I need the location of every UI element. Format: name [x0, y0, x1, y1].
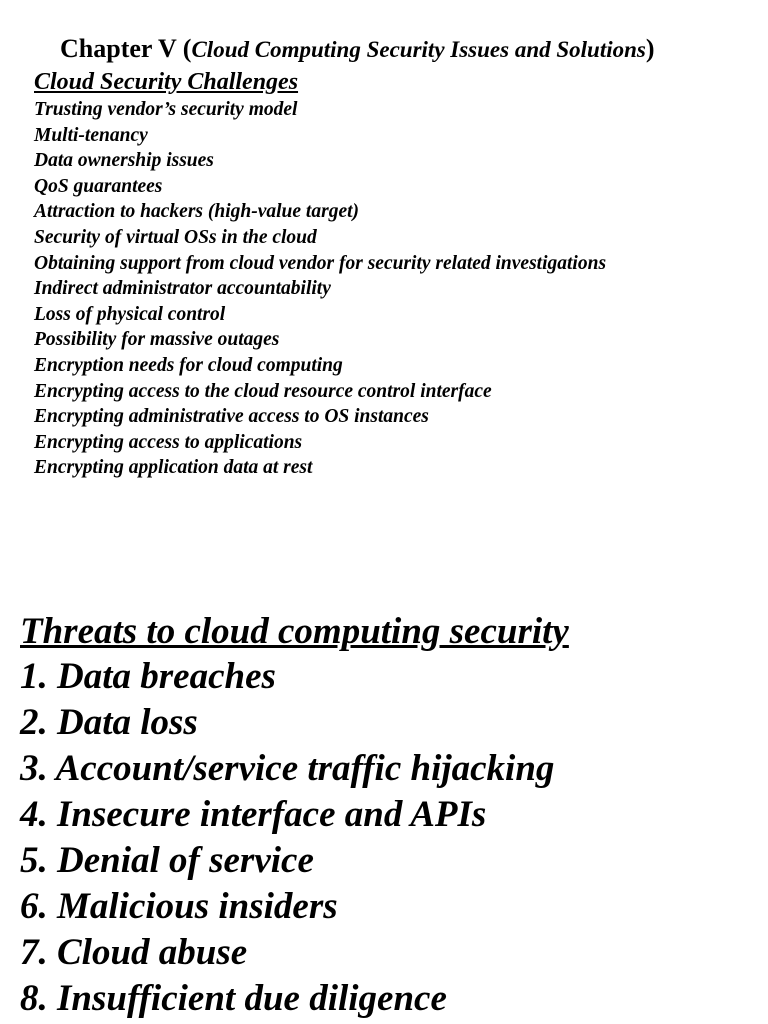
list-item: Trusting vendor’s security model — [34, 99, 298, 120]
list-item: Encrypting access to applications — [34, 431, 303, 453]
threats-heading: Threats to cloud computing security — [20, 611, 569, 652]
list-item: Security of virtual OSs in the cloud — [34, 226, 317, 248]
list-item: 8. Insufficient due diligence — [20, 978, 447, 1019]
chapter-suffix: ) — [645, 34, 655, 63]
list-item: 7. Cloud abuse — [20, 932, 248, 973]
list-item: Encrypting application data at rest — [34, 457, 313, 479]
list-item: QoS guarantees — [34, 175, 163, 197]
list-item: Loss of physical control — [34, 303, 226, 325]
list-item: 6. Malicious insiders — [20, 886, 338, 927]
list-item: Encrypting administrative access to OS instances — [34, 406, 429, 428]
challenges-list — [34, 97, 606, 481]
list-item: 4. Insecure interface and APIs — [20, 794, 487, 835]
list-item: 1. Data breaches — [20, 656, 276, 697]
list-item: Multi-tenancy — [34, 124, 148, 146]
list-item: Encryption needs for cloud computing — [34, 354, 343, 376]
list-item: Possibility for massive outages — [34, 329, 280, 351]
list-item: Attraction to hackers (high-value target) — [34, 201, 360, 223]
list-item: Indirect administrator accountability — [34, 278, 331, 300]
challenges-heading: Cloud Security Challenges — [34, 69, 299, 95]
list-item: 2. Data loss — [20, 702, 198, 743]
list-item: Obtaining support from cloud vendor for security related investigations — [34, 252, 607, 274]
threats-list — [20, 654, 554, 1022]
list-item: 3. Account/service traffic hijacking — [20, 748, 555, 789]
list-item: 5. Denial of service — [20, 840, 314, 881]
chapter-subtitle: Cloud Computing Security Issues and Solutions — [191, 37, 646, 62]
chapter-title — [60, 33, 655, 66]
list-item: Encrypting access to the cloud resource control interface — [34, 380, 492, 402]
chapter-prefix: Chapter V ( — [60, 34, 192, 63]
list-item: Data ownership issues — [34, 150, 214, 172]
